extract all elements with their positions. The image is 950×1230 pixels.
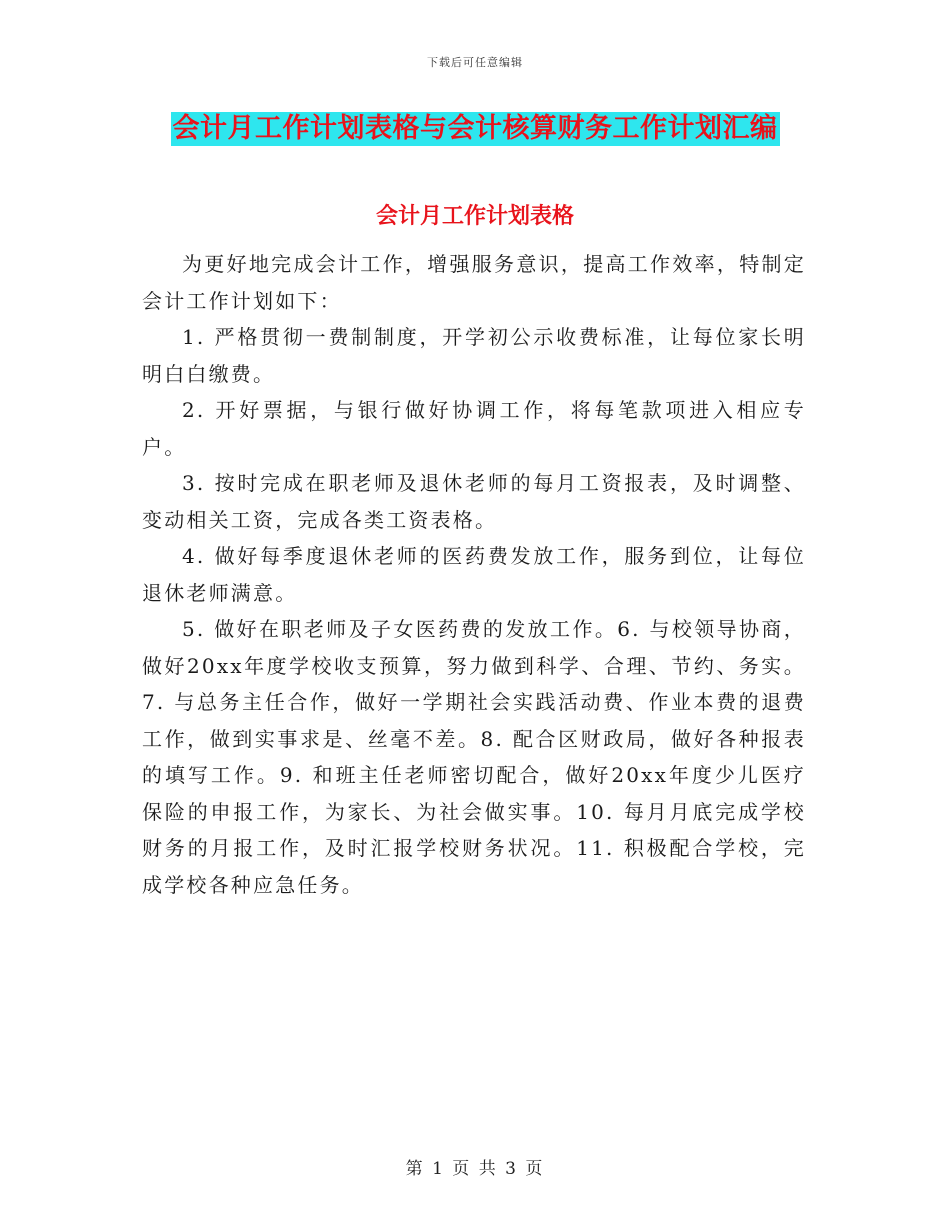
paragraph-intro: 为更好地完成会计工作，增强服务意识，提高工作效率，特制定会计工作计划如下： bbox=[142, 252, 806, 313]
paragraph-item-1: 1. 严格贯彻一费制制度，开学初公示收费标准，让每位家长明明白白缴费。 bbox=[142, 325, 806, 386]
paragraph-item-4: 4. 做好每季度退休老师的医药费发放工作，服务到位，让每位退休老师满意。 bbox=[142, 544, 806, 605]
document-body bbox=[142, 246, 806, 903]
page-number-footer: 第 1 页 共 3 页 bbox=[405, 1159, 545, 1179]
document-title-container bbox=[0, 112, 950, 146]
section-title: 会计月工作计划表格 bbox=[375, 204, 574, 229]
paragraph-item-5-to-11: 5. 做好在职老师及子女医药费的发放工作。6. 与校领导协商，做好20xx年度学校收支预算，努力做到科学、合理、节约、务实。7. 与总务主任合作，做好一学期社会实践活动费、作业本费的退费工作，做到实事求是、丝毫不差。8. 配合区财政局，做好各种报表的填写工作。9. 和班主任老师密切配合，做好20xx年度少儿医疗保险的申报工作，为家长、为社会做实事。10. 每月月底完成学校财务的月报工作，及时汇报学校财务状况。11. 积极配合学校，完成学校各种应急任务。 bbox=[142, 617, 806, 897]
document-title: 会计月工作计划表格与会计核算财务工作计划汇编 bbox=[172, 113, 778, 144]
paragraph-item-2: 2. 开好票据，与银行做好协调工作，将每笔款项进入相应专户。 bbox=[142, 398, 806, 459]
paragraph-item-3: 3. 按时完成在职老师及退休老师的每月工资报表，及时调整、变动相关工资，完成各类工资表格。 bbox=[142, 471, 806, 532]
page-header-note: 下载后可任意编辑 bbox=[427, 56, 523, 69]
